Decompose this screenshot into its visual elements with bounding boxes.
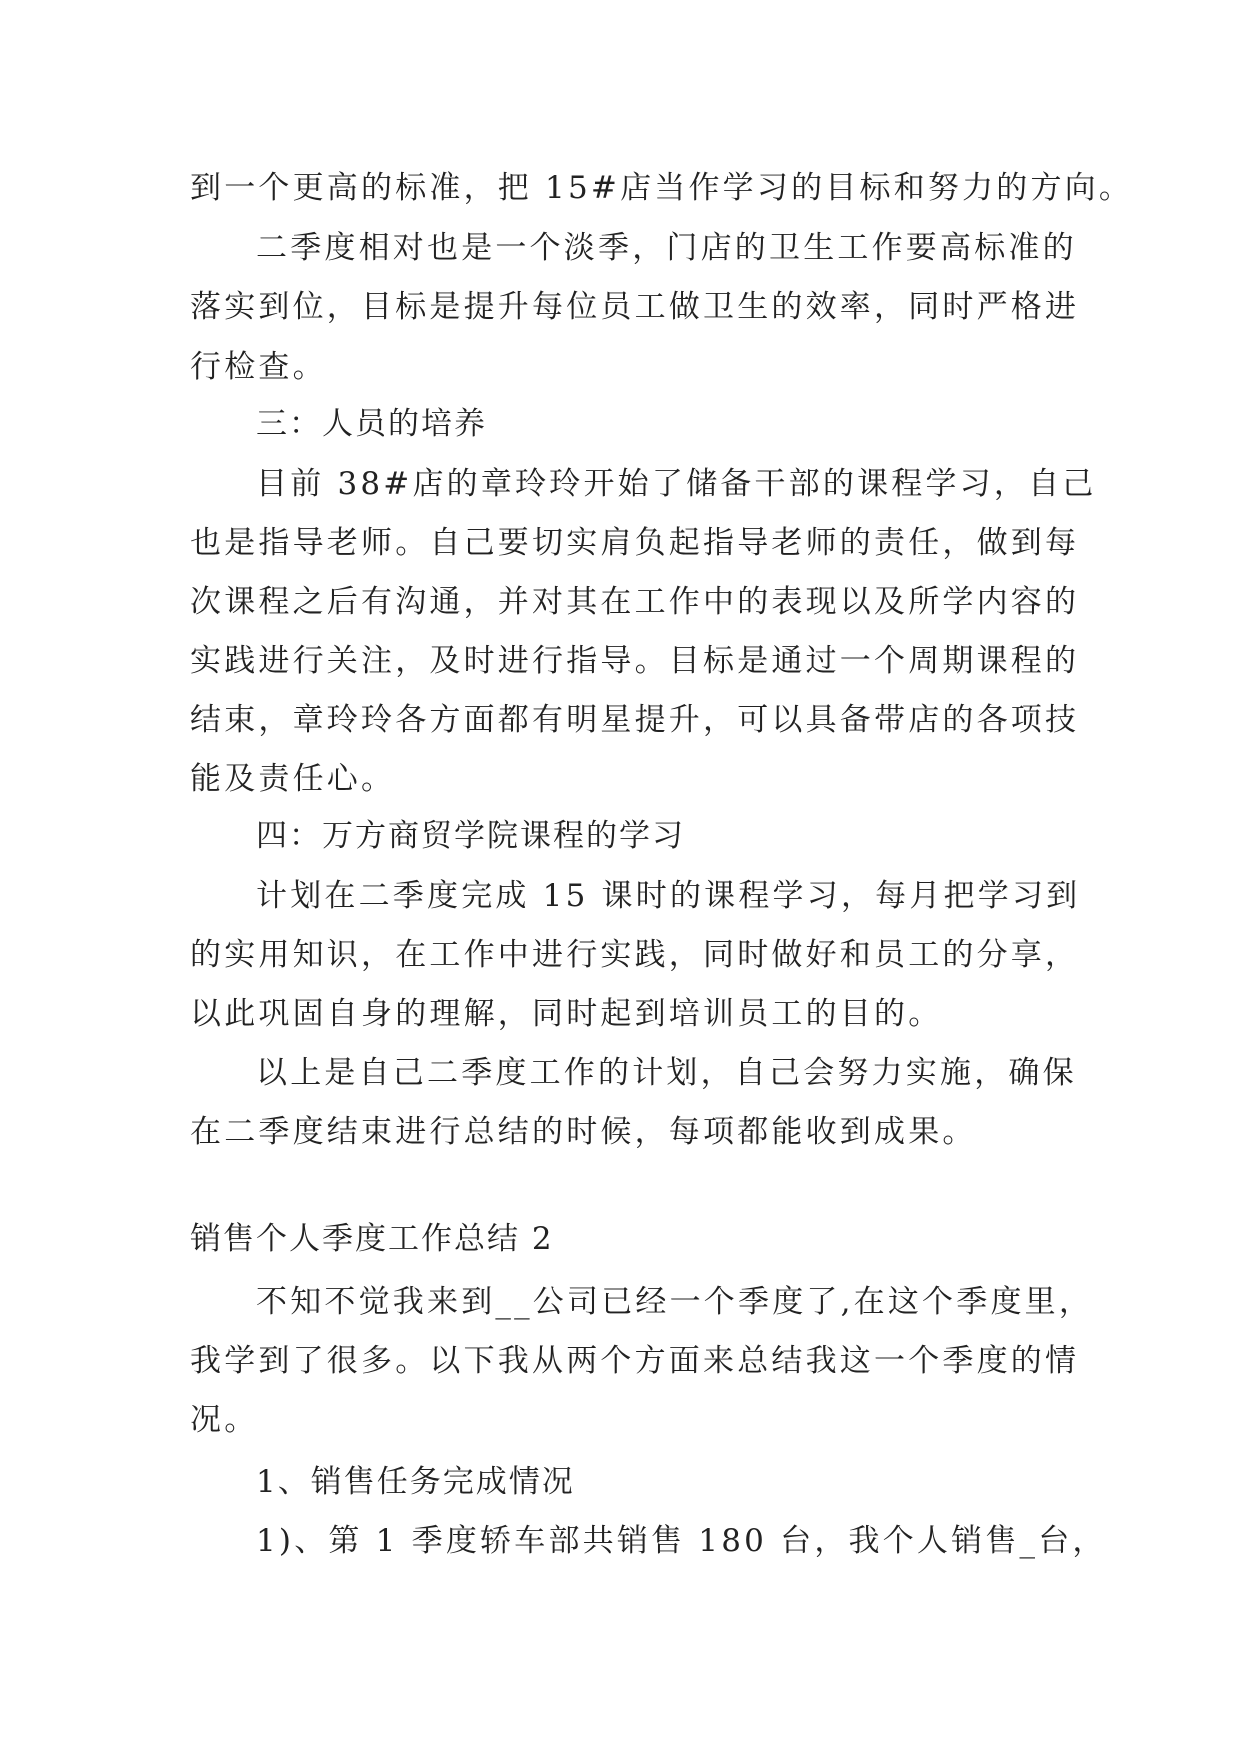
paragraph-line: 能及责任心。 [190,761,396,797]
paragraph-line: 在二季度结束进行总结的时候，每项都能收到成果。 [190,1114,977,1150]
paragraph-line: 行检查。 [190,349,327,385]
paragraph-line: 实践进行关注，及时进行指导。目标是通过一个周期课程的 [190,643,1080,679]
paragraph-line: 我学到了很多。以下我从两个方面来总结我这一个季度的情 [190,1343,1080,1379]
paragraph-line: 落实到位，目标是提升每位员工做卫生的效率，同时严格进 [190,289,1080,325]
section-heading: 四：万方商贸学院课程的学习 [256,818,685,854]
paragraph-line: 1)、第 1 季度轿车部共销售 180 台，我个人销售_台， [256,1523,1107,1559]
paragraph-line: 目前 38#店的章玲玲开始了储备干部的课程学习，自己 [256,466,1097,502]
paragraph-line: 结束，章玲玲各方面都有明星提升，可以具备带店的各项技 [190,702,1080,738]
paragraph-line: 以上是自己二季度工作的计划，自己会努力实施，确保 [256,1055,1077,1091]
paragraph-line: 到一个更高的标准，把 15#店当作学习的目标和努力的方向。 [190,170,1134,206]
paragraph-line: 二季度相对也是一个淡季，门店的卫生工作要高标准的 [256,230,1077,266]
paragraph-line: 次课程之后有沟通，并对其在工作中的表现以及所学内容的 [190,584,1080,620]
section-heading: 三：人员的培养 [256,406,487,442]
section-heading: 1、销售任务完成情况 [256,1464,575,1500]
paragraph-line: 的实用知识，在工作中进行实践，同时做好和员工的分享， [190,937,1080,973]
paragraph-line: 况。 [190,1402,259,1438]
paragraph-line: 以此巩固自身的理解，同时起到培训员工的目的。 [190,996,943,1032]
document-title: 销售个人季度工作总结 2 [190,1221,554,1257]
paragraph-line: 不知不觉我来到__公司已经一个季度了,在这个季度里， [256,1284,1094,1320]
paragraph-line: 计划在二季度完成 15 课时的课程学习，每月把学习到 [256,878,1081,914]
paragraph-line: 也是指导老师。自己要切实肩负起指导老师的责任，做到每 [190,525,1080,561]
